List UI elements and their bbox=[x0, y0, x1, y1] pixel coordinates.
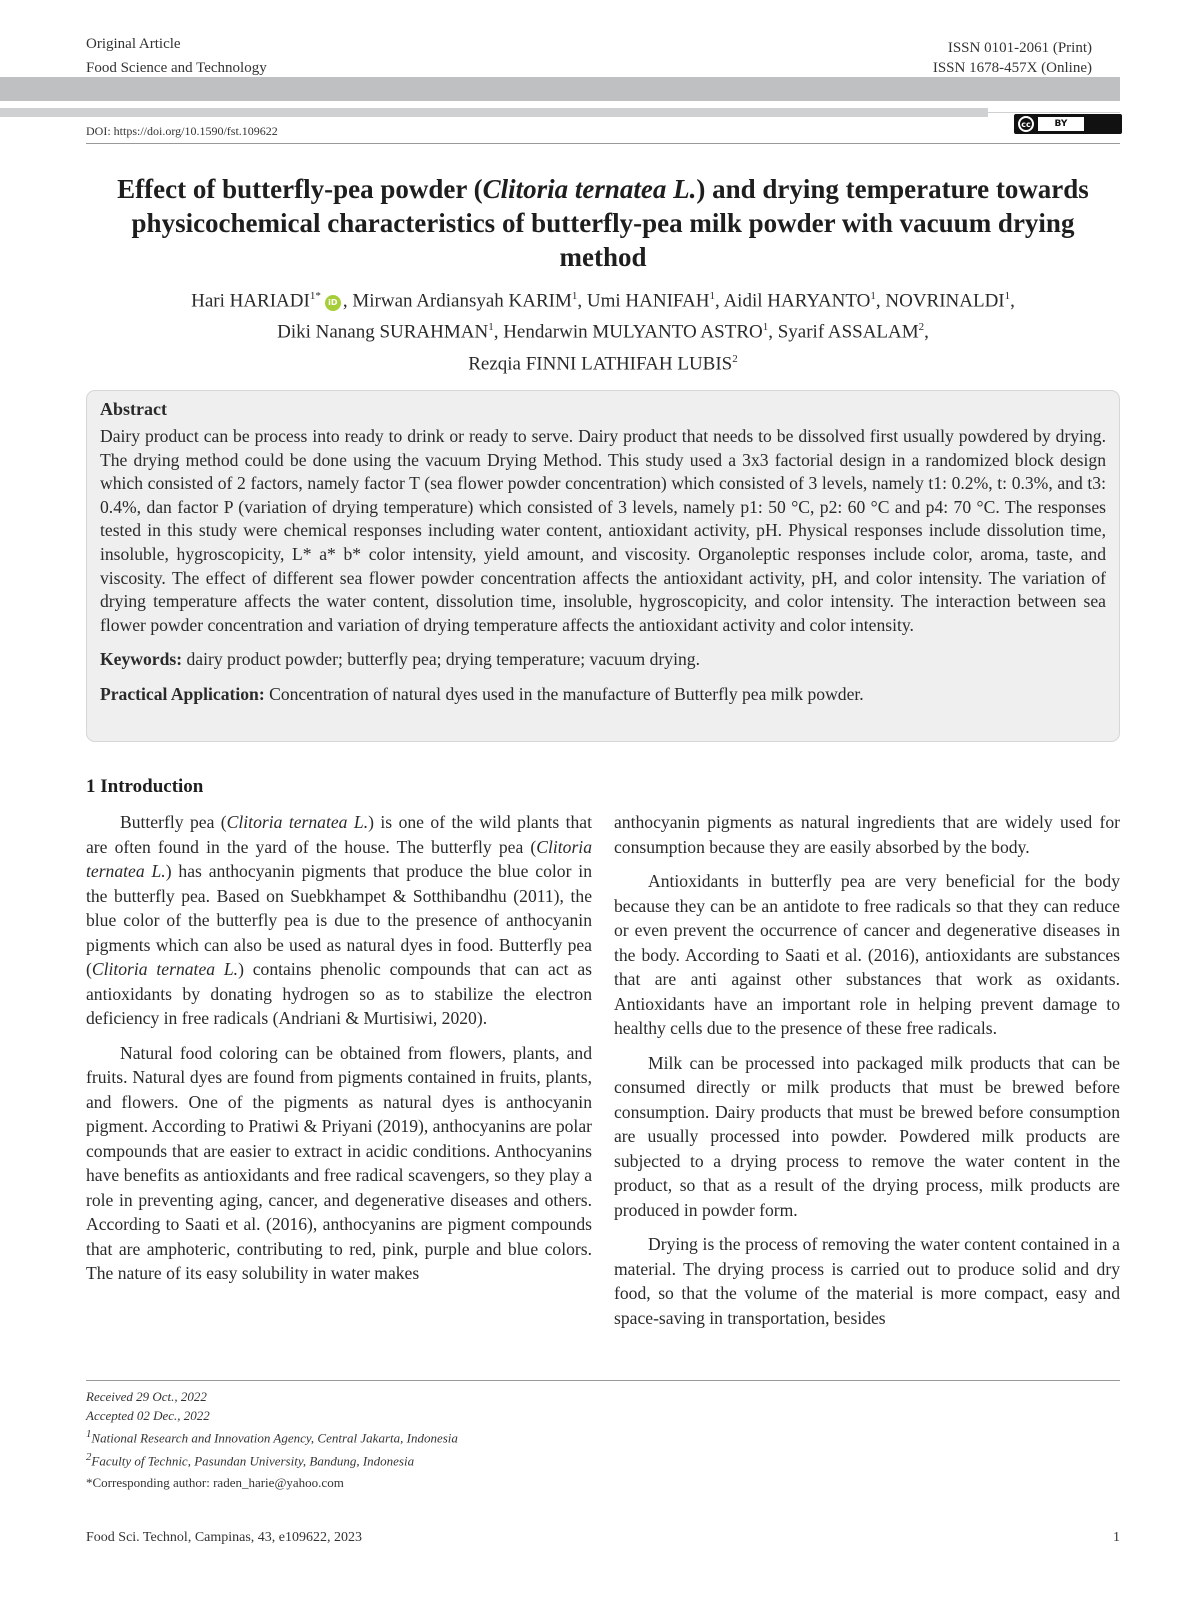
keywords-label: Keywords: bbox=[100, 649, 183, 670]
journal-header bbox=[86, 32, 267, 80]
intro-paragraph bbox=[86, 810, 592, 1031]
practical-application-label: Practical Application: bbox=[100, 683, 265, 704]
orcid-icon[interactable]: iD bbox=[325, 295, 341, 311]
author-separator: , bbox=[1010, 290, 1015, 312]
author-line bbox=[86, 346, 1120, 377]
author-affiliation-mark: 1 bbox=[870, 290, 876, 302]
issn-print: ISSN 0101-2061 (Print) bbox=[947, 40, 1092, 56]
creative-commons-icon: cc bbox=[1018, 116, 1034, 132]
text-run: ) contains phenolic compounds that can act as antioxidants by donating hydrogen so as to stabilize the electron deficiency in free radicals (Andriani & Murtisiwi, 2020). bbox=[86, 959, 592, 1028]
author-name: , Mirwan Ardiansyah KARIM bbox=[342, 290, 572, 312]
author-name: , NOVRINALDI bbox=[875, 290, 1005, 312]
intro-paragraph: Antioxidants in butterfly pea are very beneficial for the body because they can be an antidote to free radicals so that they can reduce or even prevent the occurrence of cancer and degenerative diseases in the body. According to Saati et al. (2016), antioxidants are substances that are anti against other substances that work as oxidants. Antioxidants have an important role in helping prevent damage to healthy cells due to the presence of these free radicals. bbox=[614, 871, 1120, 1038]
affiliation-mark: 1 bbox=[86, 1428, 92, 1440]
footnotes bbox=[86, 1388, 458, 1492]
right-column bbox=[614, 810, 1120, 1340]
header-bar bbox=[0, 77, 1120, 101]
practical-application bbox=[100, 683, 1106, 707]
author-affiliation-mark: 1 bbox=[1004, 290, 1011, 302]
author-name: Rezqia FINNI LATHIFAH LUBIS bbox=[468, 352, 733, 374]
article-title bbox=[86, 172, 1120, 274]
practical-application-text: Concentration of natural dyes used in the manufacture of Butterfly pea milk powder. bbox=[264, 683, 864, 704]
title-part: Effect of butterfly-pea powder ( bbox=[117, 174, 483, 204]
affiliation-text: National Research and Innovation Agency, Central Jakarta, Indonesia bbox=[91, 1430, 458, 1446]
abstract-heading: Abstract bbox=[100, 399, 167, 419]
abstract-text: Dairy product can be process into ready to drink or ready to serve. Dairy product that needs to be dissolved first usually powdered by drying. The drying method could be done using the vacuum Drying Method. This study used a 3x3 factorial design in a randomized block design which consisted of 2 factors, namely factor T (sea flower powder concentration) which consisted of 3 levels, namely t1: 0.2%, t: 0.3%, and t3: 0.4%, dan factor P (variation of drying temperature) which consisted of 3 levels, namely p1: 50 °C, p2: 60 °C and p4: 70 °C. The responses tested in this study were chemical responses including water content, antioxidant activity, pH. Physical responses include dissolution time, insoluble, hygroscopicity, L* a* b* color intensity, yield amount, and viscosity. Organoleptic responses include color, aroma, taste, and viscosity. The effect of different sea flower powder concentration affects the antioxidant activity, pH, and color intensity. The variation of drying temperature affects the water content, dissolution time, insoluble, hygroscopicity, and color intensity. The interaction between sea flower powder concentration and variation of drying temperature affects the antioxidant activity and color intensity. bbox=[100, 426, 1106, 635]
issn-block bbox=[933, 38, 1092, 78]
title-part: ) and drying temperature towards physicochemical characteristics of butterfly-pea milk powder with vacuum drying method bbox=[131, 174, 1089, 272]
text-run: ) has anthocyanin pigments that produce the blue color in the butterfly pea. Based on Suebkhampet & Sotthibandhu (2011), the blue color of the butterfly pea is due to the presence of anthocyanin pigments which can also be used as natural dyes in food. Butterfly pea ( bbox=[86, 861, 592, 979]
intro-paragraph: Natural food coloring can be obtained from flowers, plants, and fruits. Natural dyes are found from pigments contained in fruits, plants, and flowers. One of the pigments as natural dyes is anthocyanin pigment. According to Pratiwi & Priyani (2019), anthocyanins are polar compounds that are easier to extract in acidic conditions. Anthocyanins have benefits as antioxidants and free radical scavengers, so they play a role in preventing aging, cancer, and degenerative diseases and others. According to Saati et al. (2016), anthocyanins are pigment compounds that are amphoteric, contributing to red, pink, purple and blue colors. The nature of its easy solubility in water makes bbox=[86, 1042, 592, 1283]
accepted-date: Accepted 02 Dec., 2022 bbox=[86, 1407, 210, 1423]
author-separator: , bbox=[924, 321, 929, 343]
author-line bbox=[86, 314, 1120, 345]
author-name: , Umi HANIFAH bbox=[577, 290, 710, 312]
author-line bbox=[86, 283, 1120, 314]
header-subbar-line bbox=[988, 112, 1120, 113]
by-label: BY bbox=[1054, 119, 1068, 129]
page-footer-citation: Food Sci. Technol, Campinas, 43, e109622, 2023 bbox=[86, 1530, 363, 1545]
left-column bbox=[86, 810, 592, 1296]
author-list bbox=[86, 283, 1120, 377]
affiliation-1 bbox=[86, 1425, 458, 1448]
affiliation-mark: 2 bbox=[86, 1450, 92, 1463]
species-name: Clitoria ternatea L. bbox=[226, 812, 369, 832]
text-run: Butterfly pea ( bbox=[120, 812, 227, 832]
author-name: , Syarif ASSALAM bbox=[768, 321, 919, 343]
received-date: Received 29 Oct., 2022 bbox=[86, 1389, 207, 1404]
author-affiliation-mark: 1 bbox=[571, 290, 578, 302]
author-name: , Aidil HARYANTO bbox=[715, 290, 871, 312]
author-affiliation-mark: 1 bbox=[762, 321, 769, 334]
issn-online: ISSN 1678-457X (Online) bbox=[932, 60, 1092, 76]
author-name: , Hendarwin MULYANTO ASTRO bbox=[493, 321, 763, 343]
author-affiliation-mark: 1 bbox=[488, 321, 494, 334]
author-affiliation-mark: 2 bbox=[732, 352, 738, 365]
species-name: Clitoria ternatea L. bbox=[86, 836, 592, 881]
journal-name: Food Science and Technology bbox=[86, 60, 267, 76]
species-name: Clitoria ternatea L. bbox=[91, 959, 239, 979]
intro-paragraph: Milk can be processed into packaged milk products that can be consumed directly or milk products that must be brewed before consumption. Dairy products that must be brewed before consumption are usually processed into powder. Powdered milk products are subjected to a drying process to remove the water content in the product, so that as a result of the drying process, milk products are produced in powder form. bbox=[614, 1052, 1120, 1220]
header-subbar bbox=[0, 108, 988, 117]
author-affiliation-mark: 1 bbox=[709, 290, 715, 302]
section-heading-introduction: 1 Introduction bbox=[86, 776, 204, 797]
keywords-text: dairy product powder; butterfly pea; drying temperature; vacuum drying. bbox=[182, 649, 700, 670]
author-name: Hari HARIADI bbox=[191, 290, 310, 312]
affiliation-2 bbox=[86, 1448, 458, 1471]
corresponding-author: *Corresponding author: raden_harie@yahoo.com bbox=[86, 1474, 344, 1490]
author-affiliation-mark: 2 bbox=[918, 321, 925, 334]
keywords bbox=[100, 648, 1106, 672]
header-divider bbox=[86, 143, 1120, 144]
abstract-box bbox=[86, 390, 1120, 742]
affiliation-text: Faculty of Technic, Pasundan University, Bandung, Indonesia bbox=[91, 1453, 415, 1469]
doi-link[interactable]: DOI: https://doi.org/10.1590/fst.109622 bbox=[86, 124, 278, 138]
author-affiliation-mark: 1* bbox=[309, 290, 321, 302]
by-icon bbox=[1038, 117, 1084, 131]
text-run: ) is one of the wild plants that are often found in the yard of the house. The butterfly pea ( bbox=[86, 812, 592, 857]
intro-paragraph: anthocyanin pigments as natural ingredients that are widely used for consumption because they are easily absorbed by the body. bbox=[614, 812, 1120, 857]
footnote-divider bbox=[86, 1380, 1120, 1381]
intro-paragraph: Drying is the process of removing the water content contained in a material. The drying process is carried out to produce solid and dry food, so that the volume of the material is more compact, easy and space-saving in transportation, besides bbox=[614, 1234, 1120, 1328]
title-species: Clitoria ternatea L. bbox=[482, 174, 697, 204]
author-name: Diki Nanang SURAHMAN bbox=[277, 321, 489, 343]
article-type: Original Article bbox=[86, 36, 181, 52]
page-number: 1 bbox=[1113, 1530, 1120, 1545]
cc-by-license-badge[interactable] bbox=[1014, 114, 1122, 134]
